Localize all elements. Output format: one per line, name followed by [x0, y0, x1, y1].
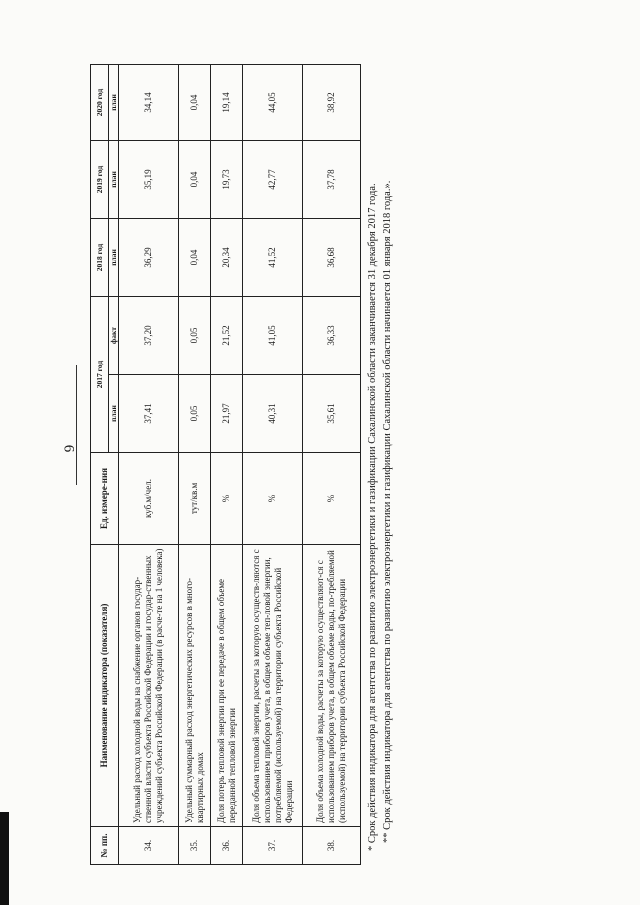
value-2018-plan: 0,04	[179, 218, 211, 296]
value-2017-fact: 21,52	[211, 296, 243, 374]
value-2017-plan: 0,05	[179, 375, 211, 453]
row-number: 36.	[211, 827, 243, 865]
indicator-table	[90, 64, 361, 865]
unit-cell: куб.м/чел.	[119, 453, 179, 545]
value-2017-plan: 40,31	[243, 375, 303, 453]
row-number: 37.	[243, 827, 303, 865]
unit-cell: %	[243, 453, 303, 545]
value-2020-plan: 44,05	[243, 64, 303, 140]
value-2017-fact: 36,33	[303, 296, 361, 374]
unit-cell: тут/кв.м	[179, 453, 211, 545]
value-2020-plan: 0,04	[179, 64, 211, 140]
value-2018-plan: 36,68	[303, 218, 361, 296]
footnotes	[365, 65, 395, 865]
table-row	[119, 64, 179, 864]
value-2019-plan: 19,73	[211, 140, 243, 218]
value-2017-plan: 21,97	[211, 375, 243, 453]
header-year-2020: 2020 год	[91, 64, 109, 140]
value-2017-plan: 37,41	[119, 375, 179, 453]
value-2020-plan: 38,92	[303, 64, 361, 140]
indicator-name: Доля объема холодной воды, расчеты за которую осуществляют-ся с использованием приборов учета, в общем объеме воды, по-требляемой (используемой) на территории субъекта Российской Федерации	[303, 545, 361, 827]
value-2020-plan: 19,14	[211, 64, 243, 140]
indicator-name: Доля объема тепловой энергии, расчеты за которую осуществ-ляются с использованием приборов учета, в общем объеме теп-ловой энергии, потребляемой (используемой) на территории субъекта Российской Федерации	[243, 545, 303, 827]
value-2019-plan: 42,77	[243, 140, 303, 218]
unit-cell: %	[211, 453, 243, 545]
rotated-page-content	[90, 65, 450, 865]
header-2017-fact: факт	[109, 296, 119, 374]
scan-binding-mark	[0, 812, 9, 905]
header-unit: Ед. измере-ния	[91, 453, 119, 545]
indicator-name: Удельный суммарный расход энергетических ресурсов в много-квартирных домах	[179, 545, 211, 827]
value-2017-fact: 41,05	[243, 296, 303, 374]
row-number: 35.	[179, 827, 211, 865]
header-2018-plan: план	[109, 218, 119, 296]
table-row	[211, 64, 243, 864]
unit-cell: %	[303, 453, 361, 545]
header-year-2017: 2017 год	[91, 296, 109, 452]
table-row	[179, 64, 211, 864]
header-name: Наименование индикатора (показателя)	[91, 545, 119, 827]
row-number: 38.	[303, 827, 361, 865]
page-number: 6	[60, 444, 77, 453]
value-2019-plan: 37,78	[303, 140, 361, 218]
indicator-name: Удельный расход холодной воды на снабжение органов государ-ственной власти субъекта Российской Федерации и государ-ственных учреждений субъекта Российской Федерации (в расче-те на 1 человека)	[119, 545, 179, 827]
footnote-1: * Срок действия индикатора для агентства по развитию электроэнергетики и газификации Сахалинской области заканчивается 31 декабря 2017 года.	[367, 183, 378, 851]
header-number: № пп.	[91, 827, 119, 865]
header-2017-plan: план	[109, 375, 119, 453]
value-2017-fact: 37,20	[119, 296, 179, 374]
separator-line	[76, 365, 77, 485]
header-year-2019: 2019 год	[91, 140, 109, 218]
table-row	[243, 64, 303, 864]
footnote-2: ** Срок действия индикатора для агентства по развитию электроэнергетики и газификации Сахалинской области начинается 01 января 2018 года.».	[382, 180, 393, 843]
header-2020-plan: план	[109, 64, 119, 140]
value-2019-plan: 0,04	[179, 140, 211, 218]
table-row	[303, 64, 361, 864]
indicator-name: Доля потерь тепловой энергии при ее передаче в общем объеме переданной тепловой энергии	[211, 545, 243, 827]
value-2017-fact: 0,05	[179, 296, 211, 374]
value-2018-plan: 36,29	[119, 218, 179, 296]
value-2020-plan: 34,14	[119, 64, 179, 140]
row-number: 34.	[119, 827, 179, 865]
value-2018-plan: 20,34	[211, 218, 243, 296]
header-year-2018: 2018 год	[91, 218, 109, 296]
value-2019-plan: 35,19	[119, 140, 179, 218]
value-2018-plan: 41,52	[243, 218, 303, 296]
value-2017-plan: 35,61	[303, 375, 361, 453]
header-2019-plan: план	[109, 140, 119, 218]
